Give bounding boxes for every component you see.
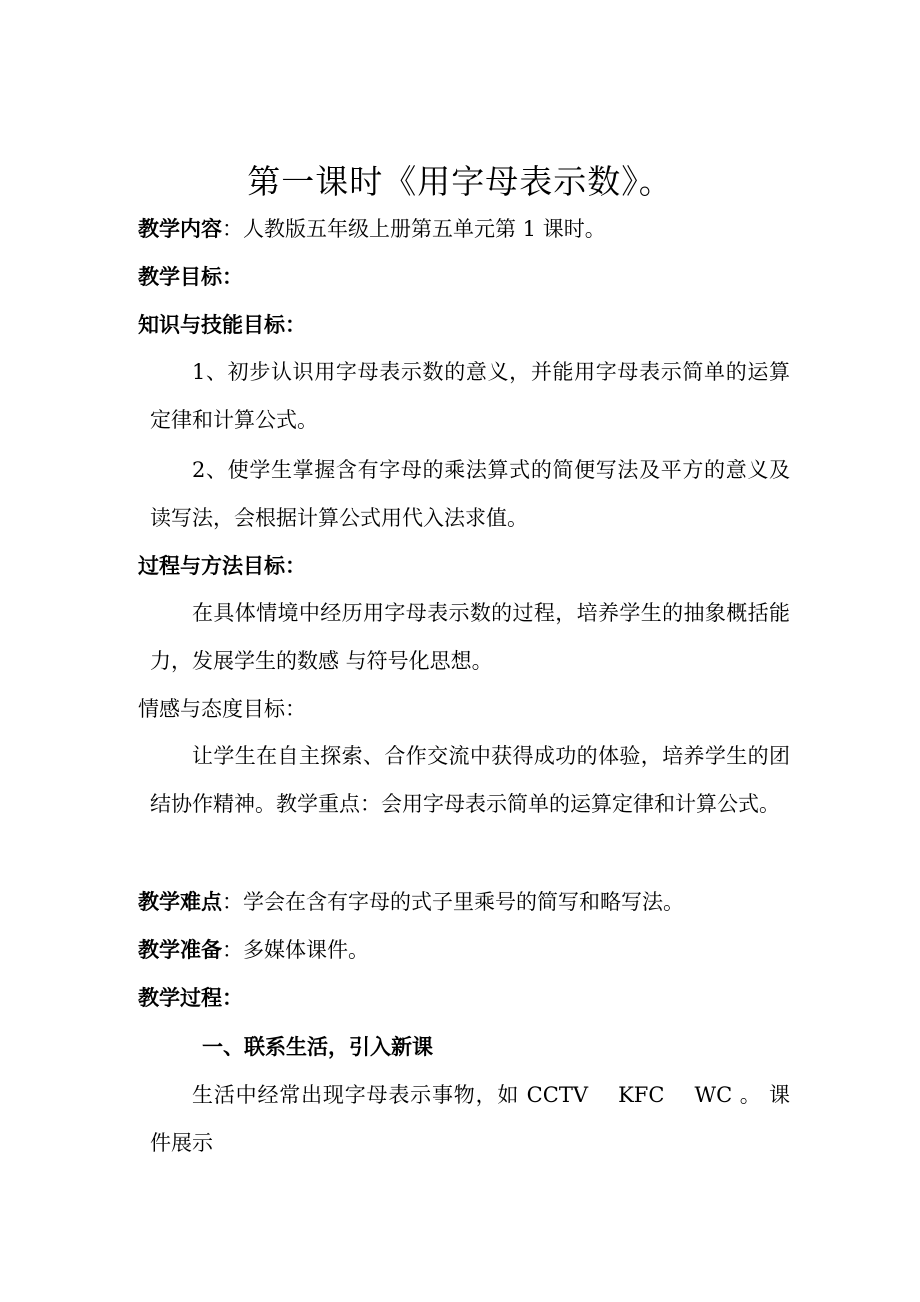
teaching-preparation-text: 多媒体课件。: [243, 938, 369, 962]
teaching-process-label: 教学过程: [138, 985, 222, 1010]
section-1-text: 生活中经常出现字母表示事物，如 CCTV KFC WC 。 课件展示: [150, 1083, 790, 1155]
teaching-content-colon: ：: [222, 217, 243, 241]
teaching-content-text: 人教版五年级上册第五单元第 1 课时。: [243, 217, 606, 241]
teaching-preparation-label: 教学准备: [138, 937, 222, 962]
teaching-difficulty-colon: ：: [222, 890, 243, 914]
teaching-preparation-colon: ：: [222, 938, 243, 962]
teaching-process-heading: [138, 982, 243, 1014]
teaching-difficulty-label: 教学难点: [138, 889, 222, 914]
process-method-text: 在具体情境中经历用字母表示数的过程，培养学生的抽象概括能力，发展学生的数感 与符号化思想。: [150, 601, 790, 673]
knowledge-item-1: 1、初步认识用字母表示数的意义，并能用字母表示简单的运算定律和计算公式。: [150, 360, 790, 432]
process-method-heading: 过程与方法目标：: [138, 553, 306, 578]
section-1-title: 一、联系生活，引入新课: [202, 1034, 433, 1059]
knowledge-item-2: 2、使学生掌握含有字母的乘法算式的简便写法及平方的意义及读写法，会根据计算公式用代入法求值。: [150, 458, 790, 530]
teaching-process-colon: ：: [222, 985, 243, 1010]
knowledge-skills-heading: 知识与技能目标：: [138, 312, 306, 337]
emotion-attitude-heading: 情感与态度目标：: [138, 697, 306, 721]
teaching-difficulty-text: 学会在含有字母的式子里乘号的简写和略写法。: [243, 890, 684, 914]
document-title: 第一课时《用字母表示数》。: [247, 162, 673, 201]
teaching-content-line: [138, 213, 606, 245]
teaching-preparation-line: [138, 934, 369, 966]
teaching-goals-heading: 教学目标：: [138, 264, 243, 289]
teaching-difficulty-line: [138, 886, 684, 918]
emotion-attitude-text: 让学生在自主探索、合作交流中获得成功的体验，培养学生的团结协作精神。教学重点：会用字母表示简单的运算定律和计算公式。: [150, 744, 790, 816]
teaching-content-label: 教学内容: [138, 216, 222, 241]
